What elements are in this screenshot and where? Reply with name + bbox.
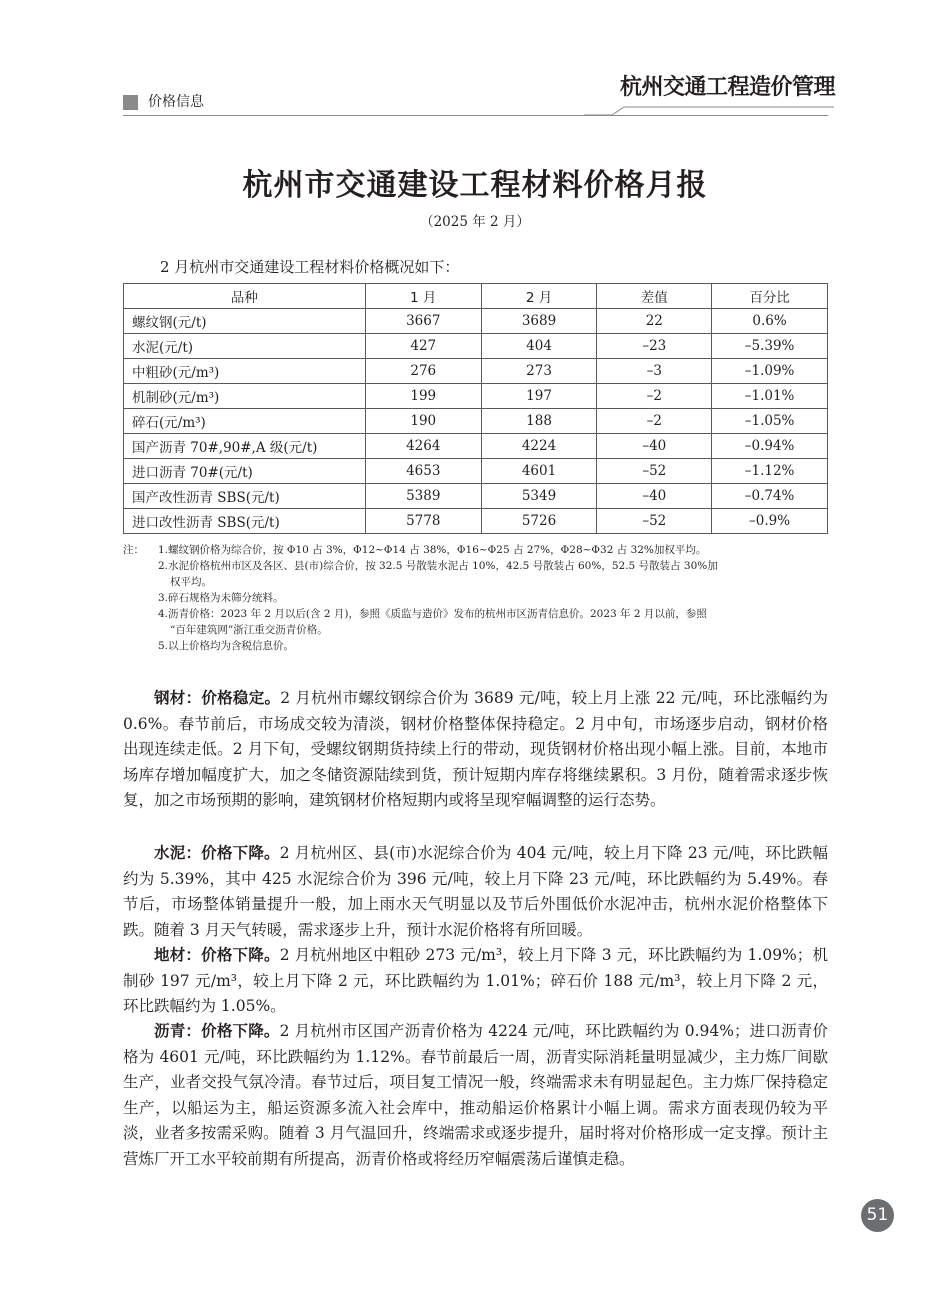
section-marker <box>123 95 138 110</box>
cell-difference: –40 <box>597 484 712 509</box>
cell-february: 188 <box>481 409 597 434</box>
cell-january: 3667 <box>365 309 481 334</box>
note-line <box>123 590 828 606</box>
table-row <box>124 484 828 509</box>
cell-difference: –52 <box>597 459 712 484</box>
note-text: “百年建筑网”浙江重交沥青价格。 <box>170 624 328 636</box>
cell-february: 4601 <box>481 459 597 484</box>
cell-difference: –52 <box>597 509 712 534</box>
cell-difference: –3 <box>597 359 712 384</box>
cell-percentage: –1.09% <box>712 359 828 384</box>
cell-january: 199 <box>365 384 481 409</box>
cell-percentage: 0.6% <box>712 309 828 334</box>
table-row <box>124 509 828 534</box>
cell-percentage: –1.12% <box>712 459 828 484</box>
cell-february: 5349 <box>481 484 597 509</box>
intro-text: 2 月杭州市交通建设工程材料价格概况如下： <box>160 258 460 276</box>
cell-january: 5778 <box>365 509 481 534</box>
cell-difference: –23 <box>597 334 712 359</box>
cell-material: 国产改性沥青 SBS(元/t) <box>124 484 366 509</box>
paragraph-cement <box>123 841 828 943</box>
paragraph-lead: 水泥：价格下降。 <box>154 844 280 862</box>
note-text: 权平均。 <box>170 576 212 588</box>
cell-material: 水泥(元/t) <box>124 334 366 359</box>
note-text: 4.沥青价格：2023 年 2 月以后(含 2 月)，参照《质监与造价》发布的杭州市区沥青信息价。2023 年 2 月以前，参照 <box>158 608 707 620</box>
paragraph-aggregates <box>123 943 828 1020</box>
paragraph-steel <box>123 686 828 814</box>
section-label: 价格信息 <box>148 94 204 110</box>
cell-february: 3689 <box>481 309 597 334</box>
cell-january: 276 <box>365 359 481 384</box>
price-table <box>123 283 828 534</box>
cell-material: 螺纹钢(元/t) <box>124 309 366 334</box>
table-row <box>124 309 828 334</box>
note-line <box>123 574 828 590</box>
note-line <box>123 558 828 574</box>
table-row <box>124 459 828 484</box>
paragraph-body: 2 月杭州市螺纹钢综合价为 3689 元/吨，较上月上涨 22 元/吨，环比涨幅约为 0.6%。春节前后，市场成交较为清淡，钢材价格整体保持稳定。2 月中旬，市场逐步启动，钢材价格出现连续走低。2 月下旬，受螺纹钢期货持续上行的带动，现货钢材价格出现小幅上涨。目前，本地市场库存增加幅度扩大，加之冬储资源陆续到货，预计短期内库存将继续累积。3 月份，随着需求逐步恢复，加之市场预期的影响，建筑钢材价格短期内或将呈现窄幅调整的运行态势。 <box>123 689 828 809</box>
header-january: 1 月 <box>365 284 481 309</box>
header-material: 品种 <box>124 284 366 309</box>
cell-percentage: –5.39% <box>712 334 828 359</box>
cell-difference: –2 <box>597 384 712 409</box>
cell-february: 197 <box>481 384 597 409</box>
note-text: 1.螺纹钢价格为综合价，按 Φ10 占 3%，Φ12~Φ14 占 38%，Φ16~Φ25 占 27%，Φ28~Φ32 占 32%加权平均。 <box>158 544 707 556</box>
cell-february: 404 <box>481 334 597 359</box>
journal-title: 杭州交通工程造价管理 <box>620 75 836 100</box>
paragraph-lead: 地材：价格下降。 <box>154 946 280 964</box>
cell-difference: 22 <box>597 309 712 334</box>
note-text: 5.以上价格均为含税信息价。 <box>158 640 295 652</box>
note-line <box>123 542 828 558</box>
cell-january: 4264 <box>365 434 481 459</box>
cell-material: 进口改性沥青 SBS(元/t) <box>124 509 366 534</box>
page-title: 杭州市交通建设工程材料价格月报 <box>242 168 708 203</box>
paragraph-lead: 钢材：价格稳定。 <box>154 689 281 707</box>
page-number: 51 <box>861 1199 894 1232</box>
cell-material: 进口沥青 70#(元/t) <box>124 459 366 484</box>
cell-january: 5389 <box>365 484 481 509</box>
header-percentage: 百分比 <box>712 284 828 309</box>
cell-percentage: –1.01% <box>712 384 828 409</box>
note-line <box>123 606 828 622</box>
note-line <box>123 622 828 638</box>
cell-material: 机制砂(元/m³) <box>124 384 366 409</box>
cell-percentage: –0.94% <box>712 434 828 459</box>
table-row <box>124 409 828 434</box>
cell-february: 5726 <box>481 509 597 534</box>
cell-january: 190 <box>365 409 481 434</box>
table-row <box>124 434 828 459</box>
note-text: 3.碎石规格为未筛分统料。 <box>158 592 284 604</box>
table-notes <box>123 542 828 654</box>
paragraph-body: 2 月杭州区、县(市)水泥综合价为 404 元/吨，较上月下降 23 元/吨，环比跌幅约为 5.39%，其中 425 水泥综合价为 396 元/吨，较上月下降 23 元/吨，环比跌幅约为 5.49%。春节后，市场整体销量提升一般，加上雨水天气明显以及节后外围低价水泥冲击，杭州水泥价格整体下跌。随着 3 月天气转暖，需求逐步上升，预计水泥价格将有所回暖。 <box>123 844 828 939</box>
header-february: 2 月 <box>481 284 597 309</box>
cell-material: 中粗砂(元/m³) <box>124 359 366 384</box>
note-text: 2.水泥价格杭州市区及各区、县(市)综合价，按 32.5 号散装水泥占 10%，42.5 号散装占 60%，52.5 号散装占 30%加 <box>158 560 718 572</box>
cell-difference: –2 <box>597 409 712 434</box>
cell-material: 碎石(元/m³) <box>124 409 366 434</box>
cell-percentage: –0.74% <box>712 484 828 509</box>
cell-january: 4653 <box>365 459 481 484</box>
header-difference: 差值 <box>597 284 712 309</box>
page-subtitle: （2025 年 2 月） <box>420 214 530 230</box>
note-line <box>123 638 828 654</box>
cell-february: 4224 <box>481 434 597 459</box>
cell-percentage: –1.05% <box>712 409 828 434</box>
notes-prefix: 注： <box>123 544 144 556</box>
cell-material: 国产沥青 70#,90#,A 级(元/t) <box>124 434 366 459</box>
paragraph-lead: 沥青：价格下降。 <box>154 1022 280 1040</box>
cell-february: 273 <box>481 359 597 384</box>
paragraph-body: 2 月杭州地区中粗砂 273 元/m³，较上月下降 3 元，环比跌幅约为 1.09%；机制砂 197 元/m³，较上月下降 2 元，环比跌幅约为 1.01%；碎石价 188 元/m³，较上月下降 2 元，环比跌幅约为 1.05%。 <box>123 946 828 1015</box>
table-row <box>124 334 828 359</box>
cell-percentage: –0.9% <box>712 509 828 534</box>
cell-difference: –40 <box>597 434 712 459</box>
paragraph-asphalt <box>123 1019 828 1172</box>
cell-january: 427 <box>365 334 481 359</box>
paragraph-body: 2 月杭州市区国产沥青价格为 4224 元/吨，环比跌幅约为 0.94%；进口沥青价格为 4601 元/吨，环比跌幅约为 1.12%。春节前最后一周，沥青实际消耗量明显减少，主力炼厂间歇生产，业者交投气氛冷清。春节过后，项目复工情况一般，终端需求未有明显起色。主力炼厂保持稳定生产，以船运为主，船运资源多流入社会库中，推动船运价格累计小幅上调。需求方面表现仍较为平淡，业者多按需采购。随着 3 月气温回升，终端需求或逐步提升，届时将对价格形成一定支撑。预计主营炼厂开工水平较前期有所提高，沥青价格或将经历窄幅震荡后谨慎走稳。 <box>123 1022 828 1168</box>
table-row <box>124 384 828 409</box>
table-header-row <box>124 284 828 309</box>
table-row <box>124 359 828 384</box>
